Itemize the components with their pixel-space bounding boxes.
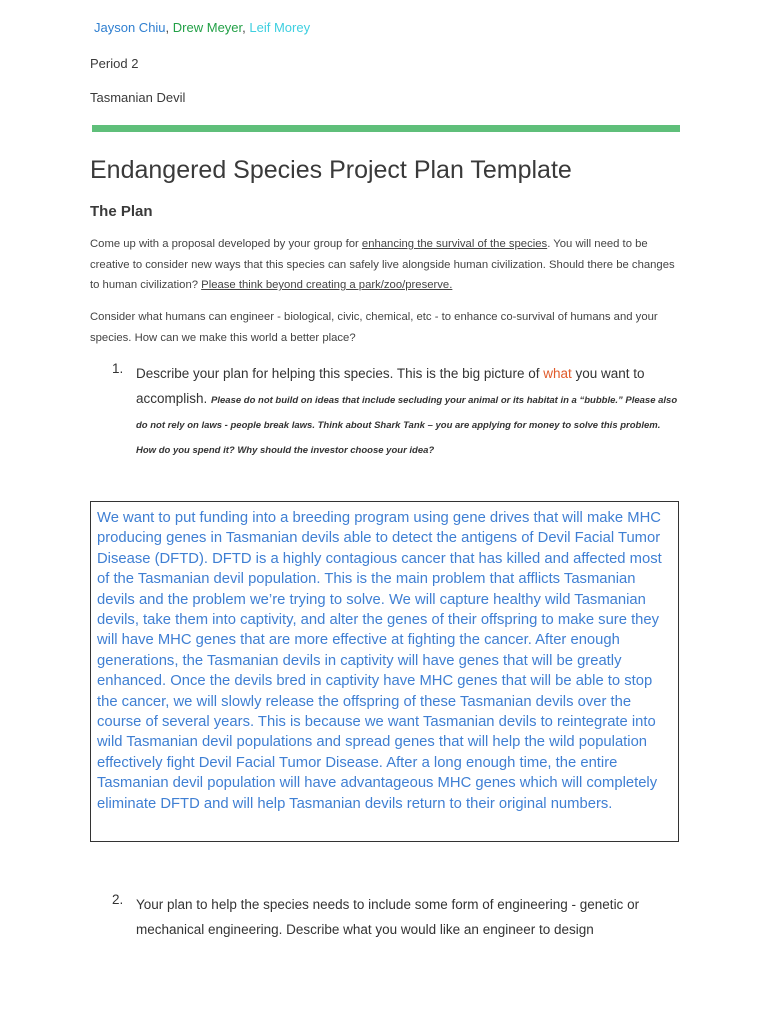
question-text <box>136 361 680 461</box>
answer-text: We want to put funding into a breeding program using gene drives that will make MHC producing genes in Tasmanian devils able to detect the antigens of Devil Facial Tumor Disease (DFTD). DFTD is a highly contagious cancer that has killed and affected most of the Tasmanian devil population. This is the main problem that afflicts Tasmanian devils and the problem we’re trying to solve. We will capture healthy wild Tasmanian devils, take them into captivity, and alter the genes of their offspring to make sure they will have MHC genes that are more effective at fighting the cancer. After enough generations, the Tasmanian devils in captivity will have genes that will be greatly enhanced. Once the devils bred in captivity have MHC genes that will be able to stop the cancer, we will slowly release the offspring of these Tasmanian devils over the course of several years. This is because we want Tasmanian devils to reintegrate into wild Tasmanian devil populations and spread genes that will help the wild population effectively fight Devil Facial Tumor Disease. After a long enough time, the entire Tasmanian devil population will have advantageous MHC genes which will completely eliminate DFTD and will help Tasmanian devils return to their original numbers. <box>97 510 662 812</box>
author-separator: , <box>242 20 246 35</box>
question-text: Your plan to help the species needs to include some form of engineering - genetic or mechanical engineering. Describe what you would like an engineer to design <box>136 897 640 937</box>
author-name: Drew Meyer <box>172 20 243 35</box>
consider-paragraph: Consider what humans can engineer - biological, civic, chemical, etc - to enhance co-survival of humans and your species. How can we make this world a better place? <box>90 311 658 344</box>
question-text-part: you want to accomplish. <box>136 366 645 406</box>
intro-text: Come up with a proposal developed by your group for <box>90 238 362 250</box>
question-note: Please do not build on ideas that include secluding your animal or its habitat in a “bubble.” Please also do not rely on laws - people break laws. Think about Shark Tank – you are applying for money to solve this problem. How do you spend it? Why should the investor choose your idea? <box>136 395 678 456</box>
question-1 <box>112 361 680 461</box>
intro-text: . You will need to be creative to consider new ways that this species can safely live alongside human civilization. Should there be changes to human civilization? <box>90 238 675 291</box>
header-divider <box>92 125 680 132</box>
author-name: Jayson Chiu <box>94 20 166 35</box>
question-2 <box>112 892 680 942</box>
answer-box[interactable] <box>90 501 679 842</box>
question-number: 2. <box>112 892 124 907</box>
intro-paragraph <box>90 234 680 296</box>
species-name: Tasmanian Devil <box>90 90 186 105</box>
class-period: Period 2 <box>90 56 139 71</box>
underlined-phrase: Please think beyond creating a park/zoo/preserve. <box>201 279 453 291</box>
document-title: Endangered Species Project Plan Template <box>90 156 572 184</box>
underlined-phrase: enhancing the survival of the species <box>361 238 548 250</box>
question-number: 1. <box>112 361 124 376</box>
highlighted-word: what <box>543 366 572 381</box>
author-name: Leif Morey <box>249 20 311 35</box>
author-list <box>94 20 310 35</box>
question-text-part: Describe your plan for helping this species. This is the big picture of <box>136 366 544 381</box>
author-separator: , <box>165 20 170 35</box>
section-heading: The Plan <box>90 203 153 220</box>
